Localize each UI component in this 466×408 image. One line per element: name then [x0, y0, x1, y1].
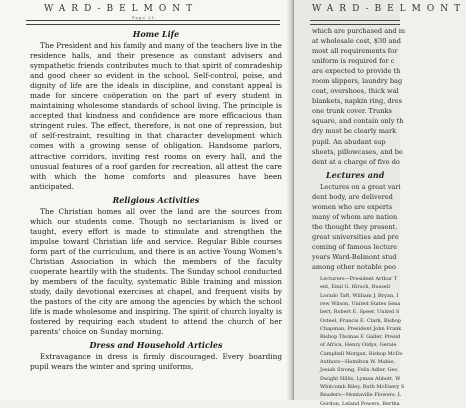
right-line: women who are experts	[312, 202, 393, 211]
right-small-line: Authors—Hamilton W. Mabie,	[320, 359, 396, 366]
right-line: pupil. An abudant sup	[312, 137, 386, 146]
right-running-head: WARD-BELMONT	[312, 4, 466, 14]
right-header-rule	[310, 20, 400, 25]
right-line: blankets, napkin ring, dres	[312, 97, 403, 106]
right-line: uniform is required for c	[312, 57, 395, 66]
right-small-line: bert, Robert E. Speer, United S	[320, 309, 400, 316]
right-small-line: Gordon, Leland Powers, Bertha	[320, 400, 400, 407]
left-column-text	[30, 26, 282, 372]
paragraph-religious-activities: The Christian homes all over the land are the sources from which our students come. Though no sectarianism is lived or taught, every effort is made to stimulate and strengthen the impulse toward Christian life and service. Regular Bible courses form part of the curriculum, and there is an active Young Women's Christian Association in which the members of the faculty cooperate heartily with the students. The Sunday school conducted by members of the faculty, systematic Bible training and mission study, daily devotional exercises at chapel, and frequent visits by the pastors of the city are among the agencies by which the school life is made wholesome and inspiring. The spirit of church loyalty is fostered by requiring each student to attend the church of her parents' choice on Sunday morning.	[30, 206, 282, 337]
right-small-line: ent, Emil G. Hirsch, Russell	[320, 284, 390, 291]
right-small-line: rew Wilson, United States Sena	[320, 300, 401, 307]
right-line: square, and contain only th	[312, 117, 404, 126]
right-column-text	[312, 26, 452, 408]
paragraph-dress-household: Extravagance in dress is firmly discouraged. Every boarding pupil wears the winter and spring uniforms,	[30, 352, 282, 372]
right-line: dry must be clearly mark	[312, 127, 397, 136]
right-line: sheets, pillowcases, and be	[312, 147, 403, 156]
right-line: coming of famous lecture	[312, 242, 398, 251]
right-line: the thought they present.	[312, 222, 398, 231]
heading-religious-activities: Religious Activities	[112, 194, 200, 205]
heading-lectures: Lectures and	[326, 169, 385, 180]
right-small-line: Whitcomb Riley, Ruth McEnery S	[320, 383, 405, 390]
right-line: one trunk cover. Trunks	[312, 107, 392, 116]
right-small-line: Josiah Strong, Felix Adler, Geo	[320, 367, 398, 374]
right-small-line: Lorado Taft, William J. Bryan, I	[320, 292, 399, 299]
right-line: dent body, are delivered	[312, 192, 393, 201]
right-line: Lectures on a great vari	[320, 182, 401, 191]
heading-home-life: Home Life	[132, 29, 180, 39]
right-line: many of whom are nation	[312, 212, 398, 221]
right-small-line: Readers—Montaville Flowers, L	[320, 392, 402, 399]
right-small-line: of Africa, Henry Oldys, Gerale	[320, 342, 397, 349]
left-header-rule	[26, 20, 280, 25]
right-line: at wholesale cost, $30 and	[312, 37, 401, 46]
right-small-line: Campbell Morgan, Bishop McDo	[320, 350, 403, 357]
page-number: Page 21	[132, 15, 156, 20]
paragraph-home-life: The President and his family and many of the teachers live in the residence halls, and their presence as constant advisers and sympathetic friends contributes much to that spirit of comradeship and good cheer so evident in the school. Self-control, poise, and dignity of life are the ideals in discipline, and constant appeal is made for sincere coöperation on the part of every student in maintaining wholesome standards of school living. The principle is accepted that kindness and confidence are more efficacious than stringent rules. The effect, therefore, is not one of repression, but of self-restraint, resulting in that character development which comes with a growing sense of obligation. Handsome parlors, attractive corridors, inviting rest rooms on every hall, and the unusual features of a roof garden for recreation, all attest the care with which the home comforts and pleasures have been anticipated.	[30, 41, 282, 191]
right-line: are expected to provide th	[312, 67, 401, 76]
right-small-line: Osteel, Francis E. Clark, Bishop	[320, 317, 402, 324]
right-small-line: Lecturers—President Arthur T	[320, 276, 398, 283]
right-line: years Ward-Belmont stud	[312, 252, 397, 261]
right-small-line: Bishop Thomas F. Galler, Presid	[320, 334, 401, 341]
right-line: among other notable peo	[312, 263, 396, 272]
right-line: which are purchased and m	[312, 27, 405, 35]
right-small-line: Dwight Hillis, Lyman Abbott, W	[320, 375, 401, 382]
right-line: dent at a charge of five do	[312, 157, 400, 166]
right-line: coat, overshoes, thick wal	[312, 87, 399, 96]
heading-dress-household: Dress and Household Articles	[89, 340, 223, 351]
right-line: most all requirements for	[312, 47, 398, 56]
left-running-head: WARD-BELMONT	[44, 4, 199, 14]
right-line: room slippers, laundry bag	[312, 77, 403, 86]
right-line: great universities and pre	[312, 232, 399, 241]
right-small-line: Chapman, President John Frank	[320, 325, 402, 332]
